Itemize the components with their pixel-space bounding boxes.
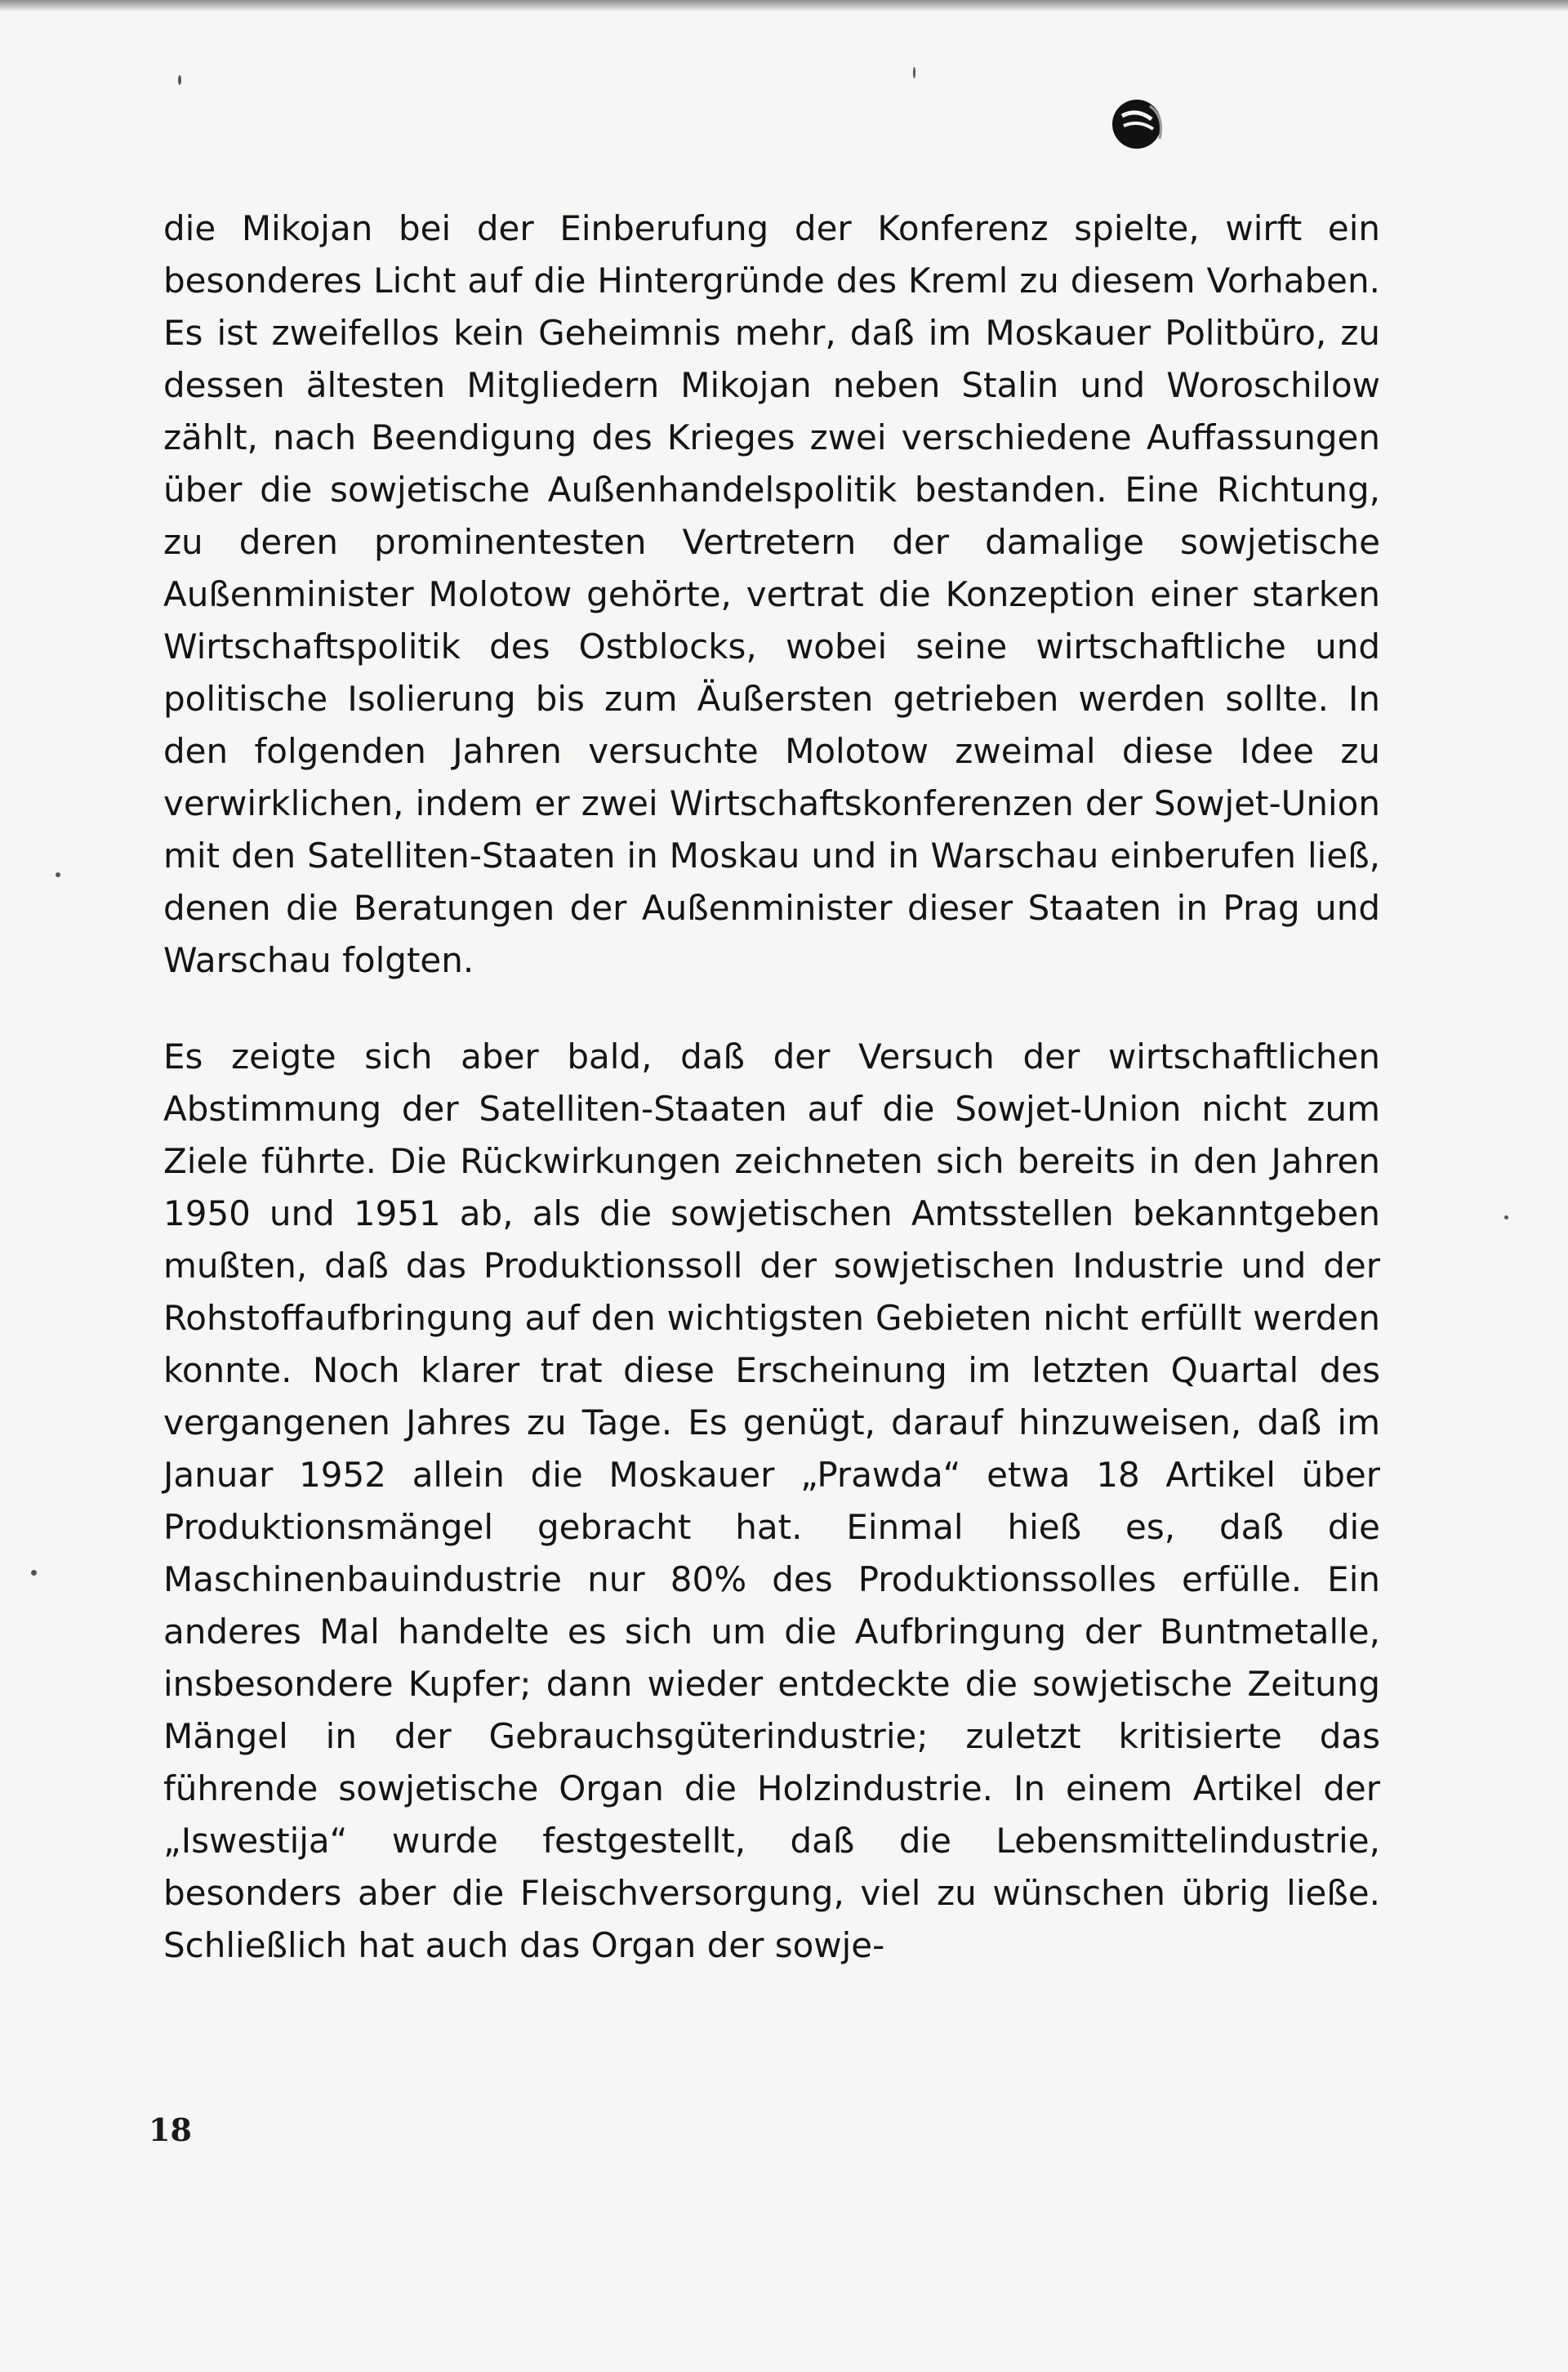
ink-speck bbox=[178, 75, 181, 85]
paragraph-2: Es zeigte sich aber bald, daß der Versuch der wirtschaftlichen Abstimmung der Satelliten-Staaten auf die Sowjet-Union nicht zum Ziele führte. Die Rückwirkungen zeichneten sich bereits in den Jahren 1950 und 1951 ab, als die sowjetischen Amtsstellen bekanntgeben mußten, daß das Produktionssoll der sowjetischen Industrie und der Rohstoffaufbringung auf den wichtigsten Gebieten nicht erfüllt werden konnte. Noch klarer trat diese Erscheinung im letzten Quartal des vergangenen Jahres zu Tage. Es genügt, darauf hinzuweisen, daß im Januar 1952 allein die Moskauer „Prawda“ etwa 18 Artikel über Produktionsmängel gebracht hat. Einmal hieß es, daß die Maschinenbauindustrie nur 80% des Produktionssolles erfülle. Ein anderes Mal handelte es sich um die Aufbringung der Buntmetalle, insbesondere Kupfer; dann wieder entdeckte die sowjetische Zeitung Mängel in der Gebrauchsgüterindustrie; zuletzt kritisierte das führende sowjetische Organ die Holzindustrie. In einem Artikel der „Iswestija“ wurde festgestellt, daß die Lebensmittelindustrie, besonders aber die Fleischversorgung, viel zu wünschen übrig ließe. Schließlich hat auch das Organ der sowje- bbox=[163, 1037, 1380, 1965]
paragraph-1: die Mikojan bei der Einberufung der Konferenz spielte, wirft ein besonderes Licht auf die Hintergründe des Kreml zu diesem Vorhaben. Es ist zweifellos kein Geheimnis mehr, daß im Moskauer Politbüro, zu dessen ältesten Mitgliedern Mikojan neben Stalin und Woroschilow zählt, nach Beendigung des Krieges zwei verschiedene Auffassungen über die sowjetische Außenhandelspolitik bestanden. Eine Richtung, zu deren prominentesten Vertretern der damalige sowjetische Außenminister Molotow gehörte, vertrat die Konzeption einer starken Wirtschaftspolitik des Ostblocks, wobei seine wirtschaftliche und politische Isolierung bis zum Äußersten getrieben werden sollte. In den folgenden Jahren versuchte Molotow zweimal diese Idee zu verwirklichen, indem er zwei Wirtschaftskonferenzen der Sowjet-Union mit den Satelliten-Staaten in Moskau und in Warschau einberufen ließ, denen die Beratungen der Außenminister dieser Staaten in Prag und Warschau folgten. bbox=[163, 208, 1380, 980]
ink-speck bbox=[913, 67, 915, 78]
ink-speck bbox=[1504, 1215, 1508, 1219]
page-edge-shadow bbox=[0, 0, 1568, 11]
page-number: 18 bbox=[149, 2111, 192, 2148]
ink-speck bbox=[31, 1570, 37, 1576]
punch-hole-mark-icon bbox=[1104, 91, 1169, 157]
ink-speck bbox=[56, 872, 60, 877]
body-text bbox=[163, 203, 1380, 1972]
